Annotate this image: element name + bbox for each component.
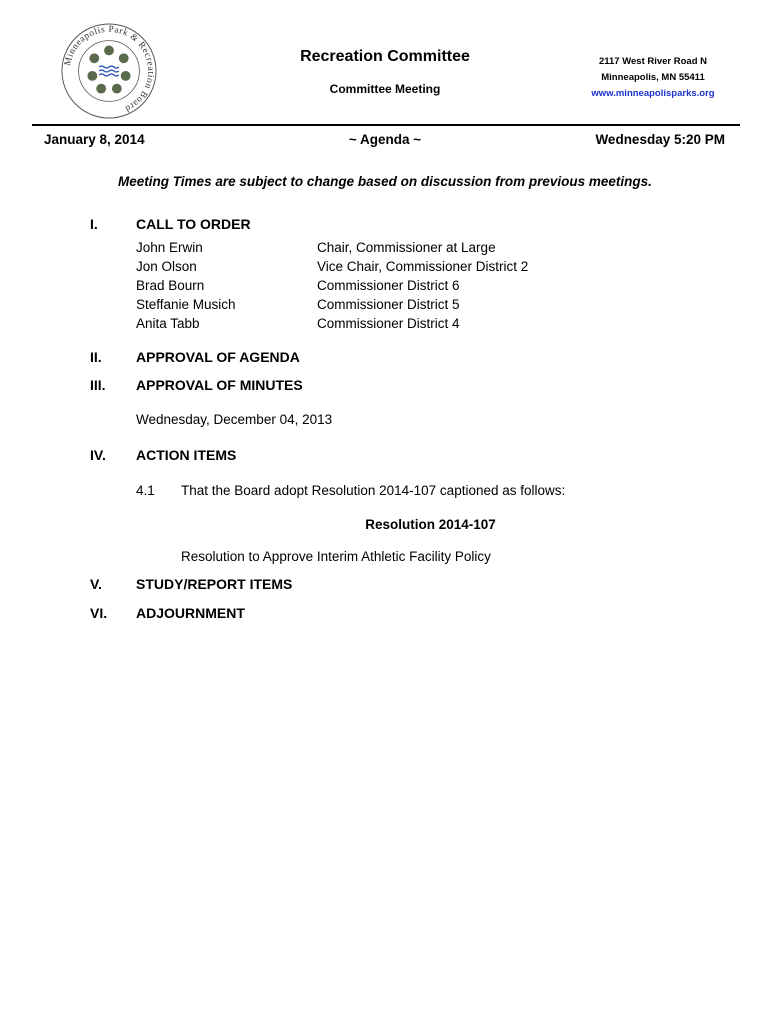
svg-text:Minneapolis Park & Recreation: Minneapolis Park & Recreation Board [63, 24, 156, 114]
minutes-date: Wednesday, December 04, 2013 [136, 412, 333, 427]
section-number: IV. [90, 447, 106, 463]
section-number: V. [90, 576, 102, 592]
resolution-title: Resolution 2014-107 [365, 517, 496, 532]
committee-title: Recreation Committee [300, 48, 470, 65]
section-heading: ACTION ITEMS [136, 447, 237, 463]
website-link[interactable]: www.minneapolisparks.org [591, 88, 715, 99]
attendee-role: Chair, Commissioner at Large [317, 240, 496, 255]
meeting-type: Committee Meeting [329, 82, 441, 96]
section-number: I. [90, 216, 98, 232]
section-heading: CALL TO ORDER [136, 216, 251, 232]
section-heading: APPROVAL OF MINUTES [136, 377, 303, 393]
address-street: 2117 West River Road N [598, 56, 708, 67]
section-heading: ADJOURNMENT [136, 605, 245, 621]
section-number: III. [90, 377, 106, 393]
header-divider [32, 124, 740, 126]
attendee-name: Anita Tabb [136, 316, 200, 331]
resolution-caption: Resolution to Approve Interim Athletic Facility Policy [181, 549, 491, 564]
section-heading: APPROVAL OF AGENDA [136, 349, 300, 365]
action-item-number: 4.1 [136, 483, 155, 498]
attendee-name: Brad Bourn [136, 278, 205, 293]
address-city: Minneapolis, MN 55411 [601, 72, 705, 83]
park-board-seal-logo [60, 22, 158, 120]
attendee-role: Commissioner District 6 [317, 278, 460, 293]
agenda-label: ~ Agenda ~ [348, 132, 422, 147]
attendee-role: Commissioner District 4 [317, 316, 460, 331]
attendee-role: Commissioner District 5 [317, 297, 460, 312]
section-number: VI. [90, 605, 108, 621]
attendee-role: Vice Chair, Commissioner District 2 [317, 259, 529, 274]
meeting-time: Wednesday 5:20 PM [595, 132, 725, 147]
meeting-date: January 8, 2014 [44, 132, 145, 147]
schedule-notice: Meeting Times are subject to change based on discussion from previous meetings. [118, 174, 652, 189]
action-item-text: That the Board adopt Resolution 2014-107 captioned as follows: [181, 483, 566, 498]
section-number: II. [90, 349, 102, 365]
attendee-name: John Erwin [136, 240, 203, 255]
attendee-name: Steffanie Musich [136, 297, 236, 312]
section-heading: STUDY/REPORT ITEMS [136, 576, 293, 592]
attendee-name: Jon Olson [136, 259, 197, 274]
